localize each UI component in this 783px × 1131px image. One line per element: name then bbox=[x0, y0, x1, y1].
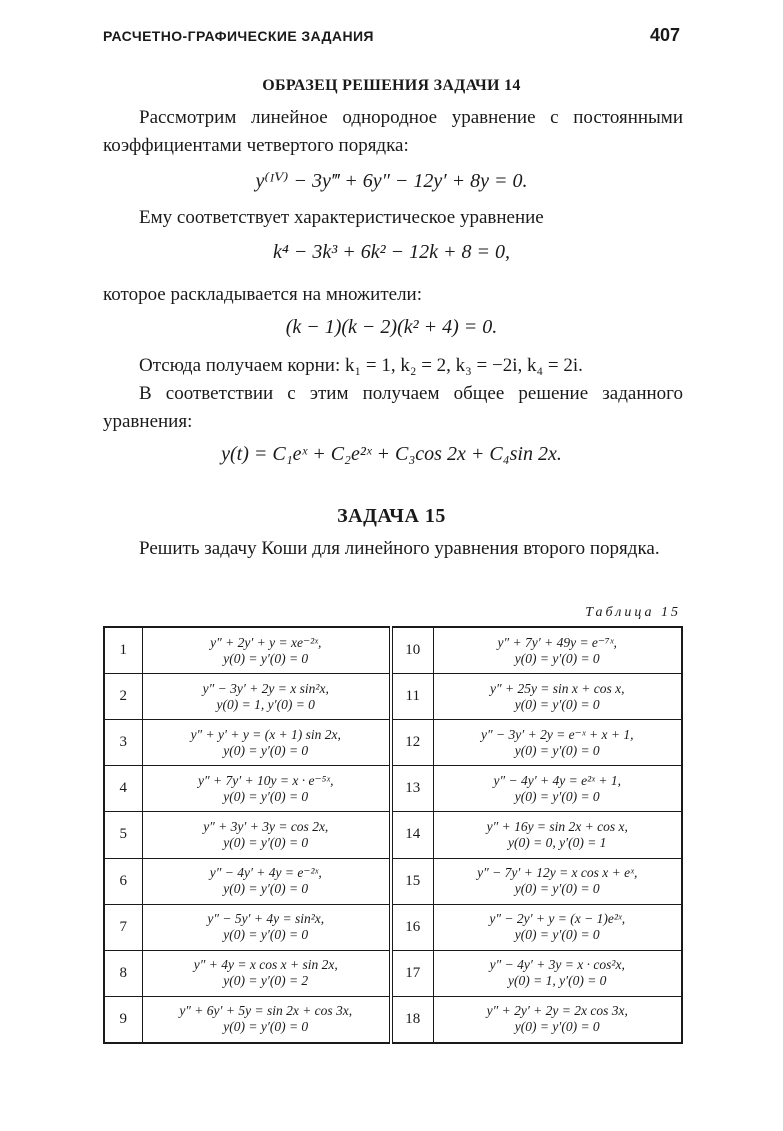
initial-conditions: y(0) = y′(0) = 0 bbox=[223, 742, 309, 758]
problem-number: 7 bbox=[104, 904, 142, 950]
problem-number: 12 bbox=[391, 720, 433, 766]
factored-equation: (k − 1)(k − 2)(k² + 4) = 0. bbox=[285, 316, 498, 338]
problem-equation: y″ − 2y′ + y = (x − 1)e²ˣ, bbox=[489, 911, 626, 927]
initial-conditions: y(0) = y′(0) = 0 bbox=[514, 881, 600, 897]
problem-equation: y″ + 16y = sin 2x + cos x, bbox=[486, 818, 628, 834]
problem-number: 17 bbox=[391, 950, 433, 996]
table-row bbox=[104, 996, 682, 1043]
table-row bbox=[104, 858, 682, 904]
problem-equation: y″ − 4y′ + 3y = x · cos²x, bbox=[489, 957, 625, 973]
problem-equation: y″ + 7y′ + 49y = e⁻⁷ˣ, bbox=[497, 634, 617, 650]
problem-cell bbox=[142, 812, 391, 858]
initial-conditions: y(0) = y′(0) = 0 bbox=[514, 742, 600, 758]
initial-conditions: y(0) = y′(0) = 0 bbox=[514, 788, 600, 804]
table-row bbox=[104, 720, 682, 766]
characteristic-equation: k⁴ − 3k³ + 6k² − 12k + 8 = 0, bbox=[273, 241, 510, 263]
problem-equation: y″ − 5y′ + 4y = sin²x, bbox=[207, 911, 325, 927]
initial-conditions: y(0) = 0, y′(0) = 1 bbox=[508, 834, 607, 850]
factor-intro: которое раскладывается на множители: bbox=[103, 284, 423, 305]
initial-conditions: y(0) = y′(0) = 0 bbox=[514, 650, 600, 666]
problem-number: 3 bbox=[104, 720, 142, 766]
problem-cell bbox=[142, 627, 391, 674]
problem-cell bbox=[433, 996, 682, 1043]
problem-equation: y″ + 2y′ + 2y = 2x cos 3x, bbox=[486, 1003, 628, 1019]
page-number: 407 bbox=[649, 25, 680, 45]
problem-equation: y″ − 4y′ + 4y = e⁻²ˣ, bbox=[209, 865, 322, 881]
general-solution-formula: y(t) = C₁eˣ + C₂e²ˣ + C₃cos 2x + C₄sin 2x. bbox=[221, 443, 562, 465]
initial-conditions: y(0) = y′(0) = 0 bbox=[223, 788, 309, 804]
problem-number: 14 bbox=[391, 812, 433, 858]
problem-cell bbox=[433, 720, 682, 766]
problem-number: 2 bbox=[104, 674, 142, 720]
task-statement: Решить задачу Коши для линейного уравнения второго порядка. bbox=[139, 538, 660, 559]
problem-cell bbox=[433, 904, 682, 950]
problem-equation: y″ − 4y′ + 4y = e²ˣ + 1, bbox=[493, 772, 621, 788]
table-row bbox=[104, 627, 682, 674]
initial-conditions: y(0) = y′(0) = 0 bbox=[514, 927, 600, 943]
table-row bbox=[104, 766, 682, 812]
problem-equation: y″ + 25y = sin x + cos x, bbox=[489, 680, 625, 696]
sample-intro-paragraph: Рассмотрим линейное однородное уравнение с постоянными коэффициентами четвертого порядка: bbox=[103, 107, 683, 156]
sample-solution-heading: ОБРАЗЕЦ РЕШЕНИЯ ЗАДАЧИ 14 bbox=[262, 77, 521, 94]
table-row bbox=[104, 674, 682, 720]
problem-cell bbox=[433, 627, 682, 674]
ode-equation: y⁽ᴵⱽ⁾ − 3y‴ + 6y″ − 12y′ + 8y = 0. bbox=[255, 170, 528, 192]
problem-equation: y″ + 4y = x cos x + sin 2x, bbox=[193, 957, 338, 973]
running-title: РАСЧЕТНО-ГРАФИЧЕСКИЕ ЗАДАНИЯ bbox=[103, 28, 374, 44]
problem-cell bbox=[142, 996, 391, 1043]
problem-equation: y″ + 6y′ + 5y = sin 2x + cos 3x, bbox=[179, 1003, 353, 1019]
problem-number: 8 bbox=[104, 950, 142, 996]
initial-conditions: y(0) = y′(0) = 0 bbox=[223, 650, 309, 666]
problem-cell bbox=[142, 950, 391, 996]
problem-equation: y″ − 3y′ + 2y = x sin²x, bbox=[202, 680, 329, 696]
problem-cell bbox=[142, 858, 391, 904]
problem-table bbox=[103, 626, 683, 1044]
problem-cell bbox=[433, 766, 682, 812]
table-row bbox=[104, 812, 682, 858]
problem-cell bbox=[142, 674, 391, 720]
problem-cell bbox=[142, 720, 391, 766]
roots-line: Отсюда получаем корни: k₁ = 1, k₂ = 2, k₃ = −2i, k₄ = 2i. bbox=[139, 355, 583, 376]
problem-cell bbox=[142, 766, 391, 812]
problem-number: 15 bbox=[391, 858, 433, 904]
general-solution-intro: В соответствии с этим получаем общее решение заданного уравнения: bbox=[103, 383, 683, 432]
problem-equation: y″ + 7y′ + 10y = x · e⁻⁵ˣ, bbox=[198, 772, 334, 788]
problem-cell bbox=[433, 858, 682, 904]
initial-conditions: y(0) = y′(0) = 2 bbox=[223, 973, 309, 989]
problem-cell bbox=[433, 950, 682, 996]
characteristic-intro: Ему соответствует характеристическое уравнение bbox=[139, 207, 544, 228]
problem-number: 18 bbox=[391, 996, 433, 1043]
table-row bbox=[104, 950, 682, 996]
problem-equation: y″ − 7y′ + 12y = x cos x + eˣ, bbox=[477, 865, 638, 881]
problem-cell bbox=[433, 674, 682, 720]
problem-cell bbox=[142, 904, 391, 950]
task-heading: ЗАДАЧА 15 bbox=[337, 505, 446, 527]
initial-conditions: y(0) = y′(0) = 0 bbox=[223, 1019, 309, 1035]
table-caption: Таблица 15 bbox=[585, 605, 681, 620]
initial-conditions: y(0) = 1, y′(0) = 0 bbox=[508, 973, 607, 989]
problem-equation: y″ + y′ + y = (x + 1) sin 2x, bbox=[190, 726, 341, 742]
problem-equation: y″ + 3y′ + 3y = cos 2x, bbox=[203, 818, 329, 834]
problem-number: 10 bbox=[391, 627, 433, 674]
problem-equation: y″ + 2y′ + y = xe⁻²ˣ, bbox=[210, 634, 322, 650]
initial-conditions: y(0) = y′(0) = 0 bbox=[223, 834, 309, 850]
problem-number: 4 bbox=[104, 766, 142, 812]
problem-number: 6 bbox=[104, 858, 142, 904]
problem-cell bbox=[433, 812, 682, 858]
table-row bbox=[104, 904, 682, 950]
initial-conditions: y(0) = y′(0) = 0 bbox=[514, 696, 600, 712]
problem-number: 1 bbox=[104, 627, 142, 674]
problem-equation: y″ − 3y′ + 2y = e⁻ˣ + x + 1, bbox=[481, 726, 634, 742]
problem-number: 16 bbox=[391, 904, 433, 950]
problem-number: 13 bbox=[391, 766, 433, 812]
initial-conditions: y(0) = y′(0) = 0 bbox=[223, 881, 309, 897]
problem-number: 9 bbox=[104, 996, 142, 1043]
initial-conditions: y(0) = y′(0) = 0 bbox=[223, 927, 309, 943]
initial-conditions: y(0) = y′(0) = 0 bbox=[514, 1019, 600, 1035]
problem-number: 5 bbox=[104, 812, 142, 858]
problem-number: 11 bbox=[391, 674, 433, 720]
initial-conditions: y(0) = 1, y′(0) = 0 bbox=[216, 696, 315, 712]
